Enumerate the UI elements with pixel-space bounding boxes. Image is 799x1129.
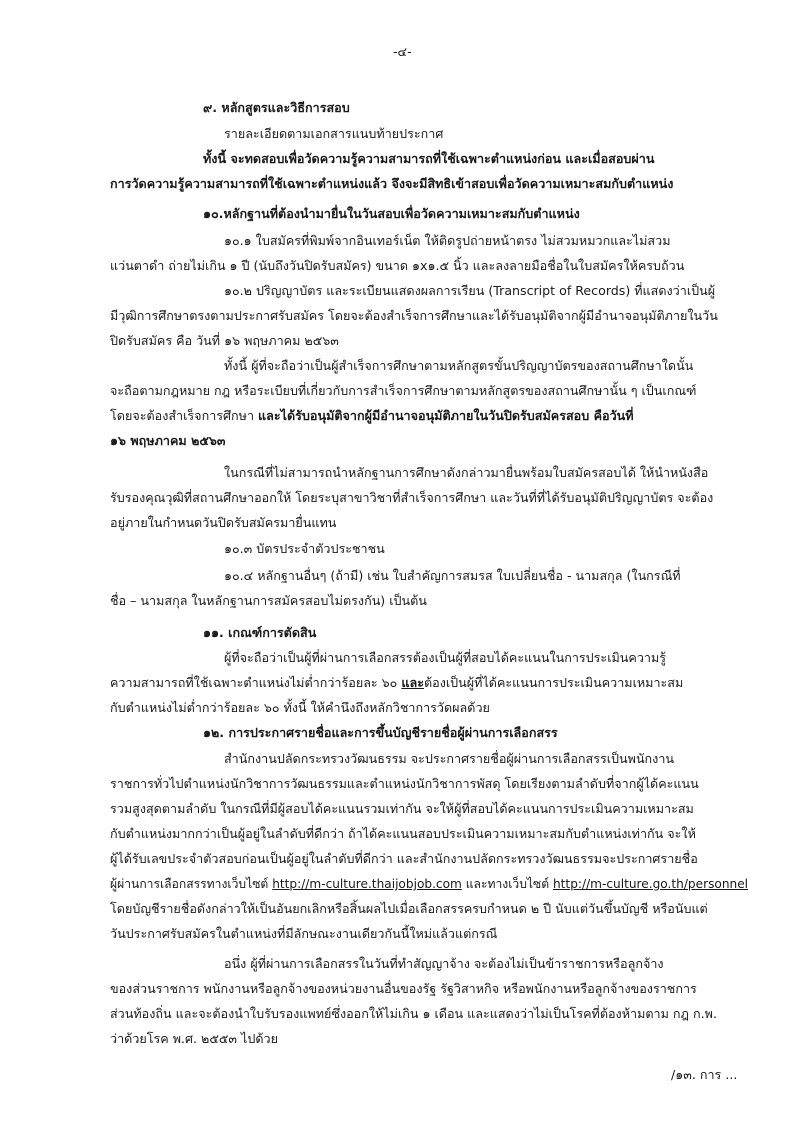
website-connector-text: และทางเว็บไซต์ (461, 876, 553, 891)
section-11-line-3: กับตำแหน่งไม่ต่ำกว่าร้อยละ ๖๐ ทั้งนี้ ให้คำนึงถึงหลักวิชาการวัดผลด้วย (110, 700, 490, 715)
paragraph-certificate-line-3: อยู่ภายในกำหนดวันปิดรับสมัครมายื่นแทน (110, 515, 337, 530)
section-9-note-line-2: การวัดความรู้ความสามารถที่ใช้เฉพาะตำแหน่งแล้ว จึงจะมีสิทธิเข้าสอบเพื่อวัดความเหมาะสมกับตำแหน่ง (110, 176, 674, 191)
section-12-line-2: ราชการทั่วไปตำแหน่งนักวิชาการวัฒนธรรมและตำแหน่งนักวิชาการพัสดุ โดยเรียงตามลำดับที่จากผู้ได้คะแนน (110, 776, 699, 791)
criteria-part-2: ต้องเป็นผู้ที่ได้คะแนนการประเมินความเหมาะสม (423, 675, 684, 690)
approval-deadline-date: ๑๖ พฤษภาคม ๒๕๖๓ (110, 433, 226, 448)
paragraph-graduation-line-2: จะถือตามกฎหมาย กฎ หรือระเบียบที่เกี่ยวกับการสำเร็จการศึกษาตามหลักสูตรของสถานศึกษานั้น ๆ เป็นเกณฑ์ (110, 383, 697, 398)
m-culture-personnel-link[interactable]: http://m-culture.go.th/personnel (552, 876, 749, 891)
item-10-2-line-1: ๑๐.๒ ปริญญาบัตร และระเบียนแสดงผลการเรียน (Transcript of Records) ที่แสดงว่าเป็นผู้ (224, 283, 716, 298)
section-12-line-5: ผู้ได้รับเลขประจำตัวสอบก่อนเป็นผู้อยู่ในลำดับที่ดีกว่า และสำนักงานปลัดกระทรวงวัฒนธรรมจะประกาศรายชื่อ (110, 851, 698, 866)
paragraph-graduation-line-3 (110, 410, 634, 423)
section-12-paragraph-2-line-3: ส่วนท้องถิ่น และจะต้องนำใบรับรองแพทย์ซึ่งออกให้ไม่เกิน ๑ เดือน และแสดงว่าไม่เป็นโรคที่ต้องห้ามตาม กฎ ก.พ. (110, 1006, 717, 1021)
paragraph-certificate-line-2: รับรองคุณวุฒิที่สถานศึกษาออกให้ โดยระบุสาขาวิชาที่สำเร็จการศึกษา และวันที่ที่ได้รับอนุมัติปริญญาบัตร จะต้อง (110, 490, 714, 505)
section-12-line-6 (110, 878, 748, 891)
page-number: -๔- (393, 44, 412, 59)
item-10-4-line-1: ๑๐.๔ หลักฐานอื่นๆ (ถ้ามี) เช่น ใบสำคัญการสมรส ใบเปลี่ยนชื่อ - นามสกุล (ในกรณีที่ (224, 568, 681, 583)
approval-deadline-text: และได้รับอนุมัติจากผู้มีอำนาจอนุมัติภายในวันปิดรับสมัครสอบ คือวันที่ (258, 408, 634, 423)
paragraph-graduation-line-1: ทั้งนี้ ผู้ที่จะถือว่าเป็นผู้สำเร็จการศึกษาตามหลักสูตรขั้นปริญญาบัตรของสถานศึกษาใดนั้น (224, 358, 694, 373)
section-9-note-line-1: ทั้งนี้ จะทดสอบเพื่อวัดความรู้ความสามารถที่ใช้เฉพาะตำแหน่งก่อน และเมื่อสอบผ่าน (203, 151, 655, 166)
thaijobjob-website-link[interactable]: http://m-culture.thaijobjob.com (272, 876, 462, 891)
item-10-4-line-2: ชื่อ – นามสกุล ในหลักฐานการสมัครสอบไม่ตรงกัน) เป็นต้น (110, 593, 427, 608)
item-10-1-line-1: ๑๐.๑ ใบสมัครที่พิมพ์จากอินเทอร์เน็ต ให้ติดรูปถ่ายหน้าตรง ไม่สวมหมวกและไม่สวม (224, 233, 671, 248)
continuation-marker: /๑๓. การ ... (671, 1067, 738, 1082)
paragraph-certificate-line-1: ในกรณีที่ไม่สามารถนำหลักฐานการศึกษาดังกล่าวมายื่นพร้อมใบสมัครสอบได้ ให้นำหนังสือ (224, 465, 709, 480)
item-10-2-line-3: ปิดรับสมัคร คือ วันที่ ๑๖ พฤษภาคม ๒๕๖๓ (110, 333, 339, 348)
section-12-line-8: วันประกาศรับสมัครในตำแหน่งที่มีลักษณะงานเดียวกันนี้ใหม่แล้วแต่กรณี (110, 926, 498, 941)
item-10-2-line-2: มีวุฒิการศึกษาตรงตามประกาศรับสมัคร โดยจะต้องสำเร็จการศึกษาและได้รับอนุมัติจากผู้มีอำนาจอนุมัติภายในวัน (110, 308, 718, 323)
website-intro-text: ผู้ผ่านการเลือกสรรทางเว็บไซต์ (110, 876, 273, 891)
item-10-1-line-2: แว่นตาดำ ถ่ายไม่เกิน ๑ ปี (นับถึงวันปิดรับสมัคร) ขนาด ๑x๑.๕ นิ้ว และลงลายมือชื่อในใบสมัครให้ครบถ้วน (110, 258, 685, 273)
item-10-3: ๑๐.๓ บัตรประจำตัวประชาชน (224, 541, 385, 556)
criteria-and-emphasis: และ (401, 675, 424, 690)
section-12-line-4: กับตำแหน่งมากกว่าเป็นผู้อยู่ในลำดับที่ดีกว่า ถ้าได้คะแนนสอบประเมินความเหมาะสมกับตำแหน่งเท่ากัน จะให้ (110, 826, 696, 841)
section-12-line-1: สำนักงานปลัดกระทรวงวัฒนธรรม จะประกาศรายชื่อผู้ผ่านการเลือกสรรเป็นพนักงาน (224, 751, 675, 766)
section-12-paragraph-2-line-1: อนึ่ง ผู้ที่ผ่านการเลือกสรรในวันที่ทำสัญญาจ้าง จะต้องไม่เป็นข้าราชการหรือลูกจ้าง (224, 956, 664, 971)
section-12-paragraph-2-line-4: ว่าด้วยโรค พ.ศ. ๒๕๕๓ ไปด้วย (110, 1031, 278, 1046)
section-10-heading: ๑๐.หลักฐานที่ต้องนำมายื่นในวันสอบเพื่อวัดความเหมาะสมกับตำแหน่ง (203, 206, 580, 221)
graduation-requirement-text: โดยจะต้องสำเร็จการศึกษา (110, 408, 259, 423)
section-12-line-3: รวมสูงสุดตามลำดับ ในกรณีที่มีผู้สอบได้คะแนนรวมเท่ากัน จะให้ผู้ที่สอบได้คะแนนการประเมินความเหมาะสม (110, 801, 694, 816)
section-12-line-7: โดยบัญชีรายชื่อดังกล่าวให้เป็นอันยกเลิกหรือสิ้นผลไปเมื่อเลือกสรรครบกำหนด ๒ ปี นับแต่วันขึ้นบัญชี หรือนับแต่ (110, 901, 708, 916)
section-11-heading: ๑๑. เกณฑ์การตัดสิน (203, 625, 317, 640)
section-12-paragraph-2-line-2: ของส่วนราชการ พนักงานหรือลูกจ้างของหน่วยงานอื่นของรัฐ รัฐวิสาหกิจ หรือพนักงานหรือลูกจ้างของราชการ (110, 981, 697, 996)
section-11-line-2 (110, 677, 683, 690)
section-9-detail: รายละเอียดตามเอกสารแนบท้ายประกาศ (224, 126, 444, 141)
section-12-heading: ๑๒. การประกาศรายชื่อและการขึ้นบัญชีรายชื่อผู้ผ่านการเลือกสรร (203, 725, 558, 740)
criteria-part-1: ความสามารถที่ใช้เฉพาะตำแหน่งไม่ต่ำกว่าร้อยละ ๖๐ (110, 675, 402, 690)
section-9-heading: ๙. หลักสูตรและวิธีการสอบ (203, 100, 350, 115)
section-11-line-1: ผู้ที่จะถือว่าเป็นผู้ที่ผ่านการเลือกสรรต้องเป็นผู้ที่สอบได้คะแนนในการประเมินความรู้ (224, 650, 667, 665)
